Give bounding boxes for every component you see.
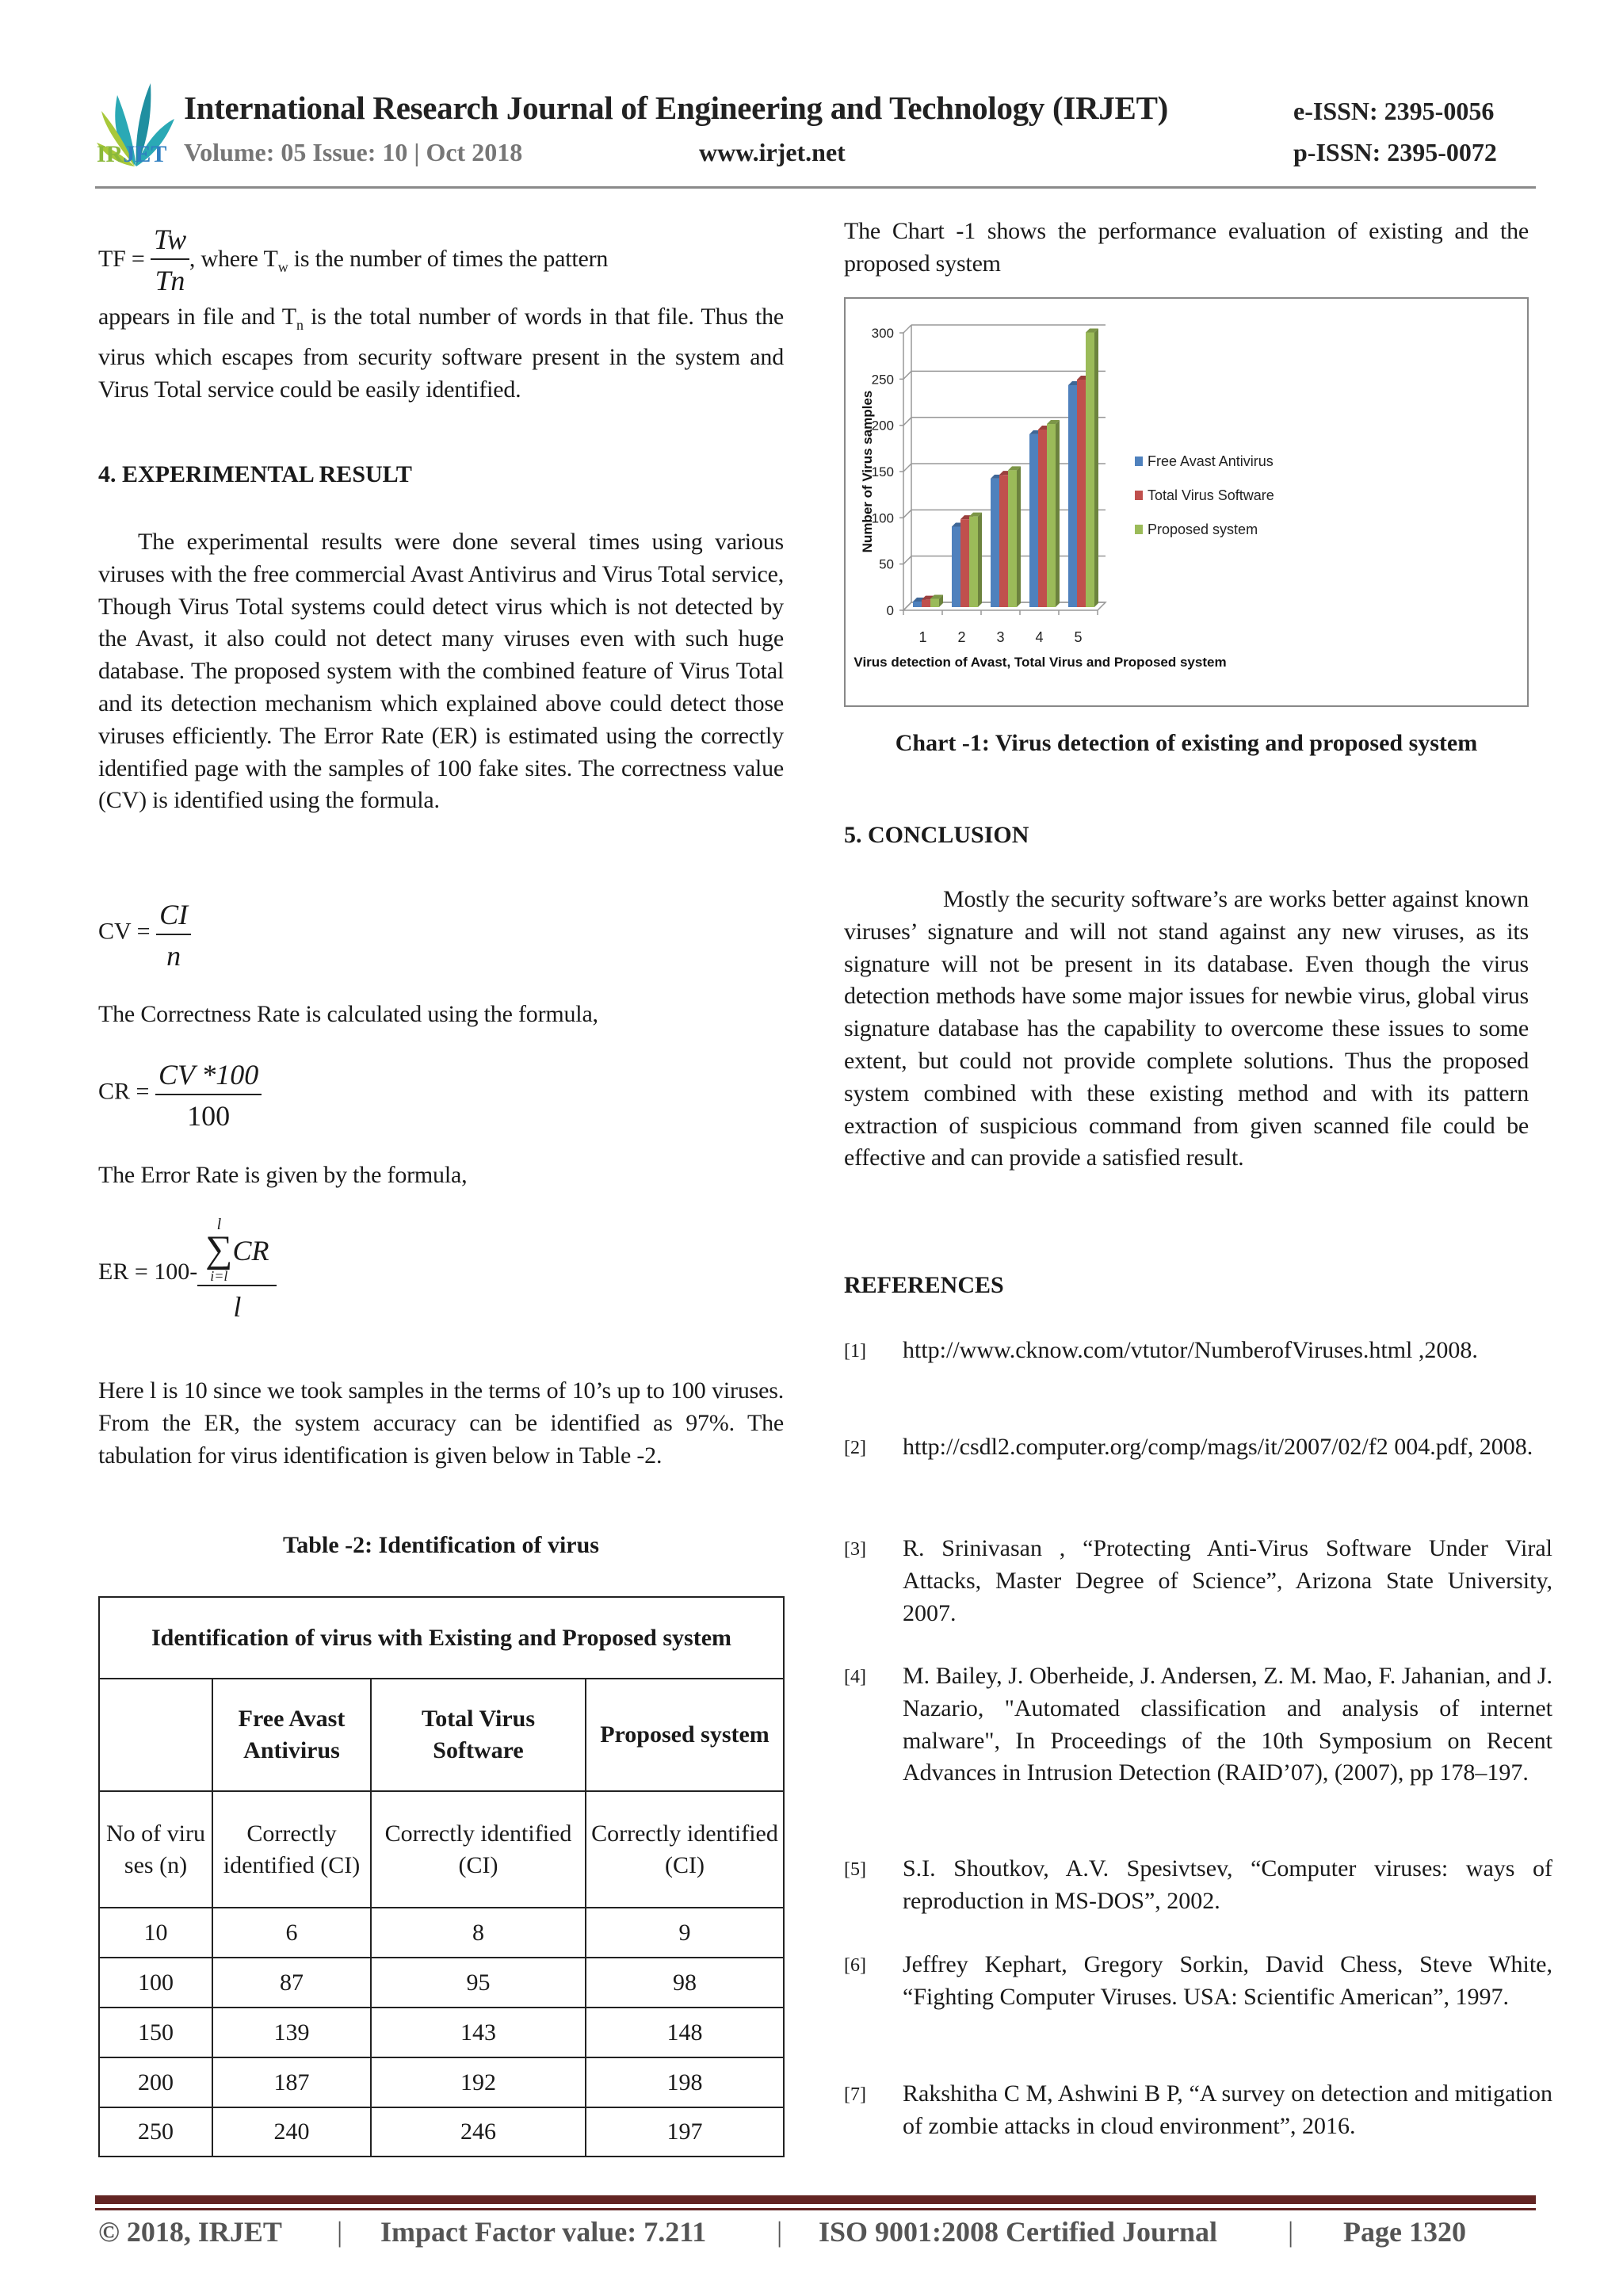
header-proposed: Proposed system: [586, 1679, 784, 1791]
ref-text: R. Srinivasan , “Protecting Anti-Virus Software Under Viral Attacks, Master Degree of Science”, Arizona State University, 2007.: [903, 1535, 1552, 1626]
sum-sign: ∑: [205, 1228, 233, 1270]
legend-label: Free Avast Antivirus: [1148, 453, 1274, 469]
section-4-heading: 4. EXPERIMENTAL RESULT: [98, 461, 412, 487]
tf-text-a: , where T: [189, 245, 278, 272]
er-lhs: ER = 100-: [98, 1259, 198, 1285]
footer-rule-thin: [95, 2208, 1536, 2210]
tf-text-b: is the number of times the pattern: [288, 245, 609, 272]
header-total-virus: Total Virus Software: [371, 1679, 586, 1791]
cell: 10: [99, 1908, 212, 1958]
er-formula: [98, 1217, 784, 1328]
ref-number: [4]: [844, 1667, 866, 1687]
header-free-avast: Free Avast Antivirus: [212, 1679, 371, 1791]
tf-para-a: appears in file and T: [98, 304, 296, 330]
bar-total-virus-software: [999, 475, 1008, 607]
cell: 6: [212, 1908, 371, 1958]
cv-formula: [98, 896, 784, 976]
cell: 8: [371, 1908, 586, 1958]
cell: 150: [99, 2008, 212, 2057]
bar-proposed-system: [969, 517, 978, 607]
gridline-diagonal: [903, 371, 911, 379]
cell: 187: [212, 2057, 371, 2107]
table-title: Identification of virus with Existing and Proposed system: [99, 1597, 784, 1679]
gridline-diagonal: [903, 556, 911, 564]
bar-free-avast-antivirus: [1029, 434, 1038, 607]
cell: 9: [586, 1908, 784, 1958]
cell: 200: [99, 2057, 212, 2107]
cell: 148: [586, 2008, 784, 2057]
er-numerator: [197, 1217, 277, 1286]
logo-text: IRJET: [97, 141, 167, 167]
footer-rule: [95, 2195, 1536, 2204]
er-intro: The Error Rate is given by the formula,: [98, 1162, 468, 1188]
bar-free-avast-antivirus: [1068, 385, 1077, 607]
ref-number: [3]: [844, 1539, 866, 1560]
subheader-no-of-viruses: No of viruses (n): [99, 1791, 212, 1908]
cv-denominator: n: [166, 940, 181, 972]
bar-proposed-system: [1008, 470, 1017, 607]
bar-proposed-system: [1086, 333, 1094, 608]
table-row: [99, 2107, 784, 2157]
sum-body: CR: [232, 1235, 269, 1266]
chart-frame: [844, 297, 1529, 707]
bar-total-virus-software: [960, 519, 969, 607]
conclusion-paragraph: Mostly the security software’s are works better against known viruses’ signature and will not stand against any new viruses, as its signature will not be present in its database. Even though the virus detection methods have some major issues for newbie virus, global virus signature database has the capability to overcome these issues to some extent, but could not provide complete solutions. Thus the proposed system combined with these existing method and with its pattern extraction of suspicious command from given scanned file could be effective and can provide a satisfied result.: [844, 886, 1529, 1171]
sum-upper-limit: l: [216, 1216, 222, 1233]
bar-side: [1017, 466, 1021, 607]
ref-number: [1]: [844, 1341, 866, 1362]
cell: 246: [371, 2107, 586, 2157]
legend-swatch: [1135, 525, 1143, 534]
y-tick-label: 300: [871, 326, 894, 341]
cv-numerator: CI: [156, 896, 191, 935]
footer-iso: ISO 9001:2008 Certified Journal: [819, 2216, 1217, 2248]
er-paragraph: Here l is 10 since we took samples in the terms of 10’s up to 100 viruses. From the ER, the system accuracy can be identified as 97%. The tabulation for virus identification is given below in Table -2.: [98, 1377, 784, 1469]
table-row: [99, 1908, 784, 1958]
table-row: [99, 2057, 784, 2107]
cr-denominator: 100: [187, 1100, 231, 1132]
tf-paragraph: [98, 301, 784, 406]
gridline-diagonal: [903, 418, 911, 426]
footer-page-number: Page 1320: [1343, 2216, 1466, 2248]
journal-title: International Research Journal of Engineering and Technology (IRJET): [184, 90, 1168, 126]
tf-numerator: Tw: [151, 220, 189, 260]
ref-number: [6]: [844, 1955, 866, 1976]
cr-lhs: CR =: [98, 1078, 155, 1105]
footer-separator: |: [337, 2216, 343, 2248]
ref-text: S.I. Shoutkov, A.V. Spesivtsev, “Computer viruses: ways of reproduction in MS-DOS”, 2002.: [903, 1855, 1552, 1914]
y-axis-title: Number of Virus samples: [860, 390, 875, 553]
gridline-diagonal: [903, 325, 911, 333]
cr-numerator: CV *100: [155, 1056, 262, 1095]
gridline-diagonal: [903, 464, 911, 472]
bar-total-virus-software: [1038, 430, 1047, 607]
cell: 143: [371, 2008, 586, 2057]
tf-para-sub: n: [296, 317, 304, 333]
cell: 198: [586, 2057, 784, 2107]
y-tick-label: 0: [886, 603, 894, 618]
y-tick-label: 250: [871, 372, 894, 388]
cell: 240: [212, 2107, 371, 2157]
cell: 87: [212, 1958, 371, 2008]
virus-identification-table: [98, 1596, 785, 2157]
bar-free-avast-antivirus: [991, 479, 999, 607]
bar-side: [978, 513, 982, 607]
cell: 100: [99, 1958, 212, 2008]
subheader-ci: Correctly identified (CI): [212, 1791, 371, 1908]
footer-separator: |: [777, 2216, 783, 2248]
bar-free-avast-antivirus: [913, 602, 922, 607]
legend-swatch: [1135, 457, 1143, 466]
cell: 98: [586, 1958, 784, 2008]
ref-text[interactable]: http://csdl2.computer.org/comp/mags/it/2007/02/f2 004.pdf, 2008.: [903, 1434, 1533, 1460]
x-tick-label: 2: [957, 629, 966, 645]
subheader-ci: Correctly identified (CI): [586, 1791, 784, 1908]
ref-text: M. Bailey, J. Oberheide, J. Andersen, Z. M. Mao, F. Jahanian, and J. Nazario, "Automated classification and analysis of internet malware", In Proceedings of the 10th Symposium on Recent Advances in Intrusion Detection (RAID’07), (2007), pp 178–197.: [903, 1663, 1552, 1786]
y-tick-label: 150: [871, 464, 894, 479]
tf-lhs: TF =: [98, 245, 151, 272]
bar-chart: [846, 299, 1527, 705]
table-caption: Table -2: Identification of virus: [283, 1532, 599, 1558]
subheader-ci: Correctly identified (CI): [371, 1791, 586, 1908]
chart-intro: The Chart -1 shows the performance evaluation of existing and the proposed system: [844, 218, 1529, 277]
cr-intro: The Correctness Rate is calculated using the formula,: [98, 1001, 598, 1027]
y-tick-label: 50: [879, 556, 894, 572]
tf-sub: w: [277, 258, 288, 275]
website-link[interactable]: www.irjet.net: [699, 138, 846, 166]
p-issn: p-ISSN: 2395-0072: [1293, 138, 1497, 166]
x-tick-label: 5: [1074, 629, 1083, 645]
ref-text: Rakshitha C M, Ashwini B P, “A survey on detection and mitigation of zombie attacks in cloud environment”, 2016.: [903, 2080, 1552, 2139]
cell: 250: [99, 2107, 212, 2157]
table-row: [99, 2008, 784, 2057]
ref-text: Jeffrey Kephart, Gregory Sorkin, David Chess, Steve White, “Fighting Computer Viruses. USA: Scientific American”, 1997.: [903, 1951, 1552, 2010]
cv-lhs: CV =: [98, 918, 157, 945]
bar-total-virus-software: [922, 600, 930, 607]
references-heading: REFERENCES: [844, 1272, 1004, 1298]
bar-side: [1094, 329, 1098, 608]
gridline-diagonal: [903, 510, 911, 518]
cr-formula: [98, 1056, 784, 1137]
footer-impact-factor: Impact Factor value: 7.211: [380, 2216, 707, 2248]
chart-caption: [844, 727, 1529, 759]
cell: 192: [371, 2057, 586, 2107]
bar-free-avast-antivirus: [952, 527, 960, 608]
bar-side: [1056, 420, 1060, 607]
cell: 139: [212, 2008, 371, 2057]
table-row: [99, 1958, 784, 2008]
x-tick-label: 1: [918, 629, 927, 645]
cell: 197: [586, 2107, 784, 2157]
ref-number: [5]: [844, 1859, 866, 1880]
table-header-row: [99, 1679, 784, 1791]
y-tick-label: 100: [871, 510, 894, 526]
e-issn: e-ISSN: 2395-0056: [1293, 97, 1495, 125]
footer-copyright: © 2018, IRJET: [98, 2216, 282, 2248]
sum-lower-limit: i=l: [210, 1268, 228, 1284]
chart-caption-label: Chart -1: [895, 730, 982, 756]
x-tick-label: 3: [996, 629, 1005, 645]
section-5-heading: 5. CONCLUSION: [844, 822, 1029, 848]
legend-label: Total Virus Software: [1148, 487, 1274, 503]
header-rule: [95, 186, 1536, 189]
tf-para-b: is the total number of words in that file. Thus the virus which escapes from security software present in the system and Virus Total service could be easily identified.: [98, 304, 784, 403]
cell: 95: [371, 1958, 586, 2008]
er-denominator: l: [233, 1291, 242, 1323]
tf-formula-line: [98, 220, 784, 301]
legend-label: Proposed system: [1148, 521, 1258, 537]
bar-total-virus-software: [1077, 380, 1086, 607]
ref-text[interactable]: http://www.cknow.com/vtutor/NumberofViruses.html ,2008.: [903, 1337, 1478, 1363]
x-tick-label: 4: [1035, 629, 1044, 645]
cr-fraction: [155, 1056, 262, 1137]
section-4-paragraph: The experimental results were done several times using various viruses with the free commercial Avast Antivirus and Virus Total service, Though Virus Total systems could detect virus which is not detected by the Avast, it also could not detect many viruses even with such huge database. The proposed system with the combined feature of Virus Total and its detection mechanism which explained above could detect those viruses efficiently. The Error Rate (ER) is estimated using the correctly identified page with the samples of 100 fake sites. The correctness value (CV) is identified using the formula.: [98, 529, 784, 814]
table-title-row: [99, 1597, 784, 1679]
volume-issue: Volume: 05 Issue: 10 | Oct 2018: [184, 138, 523, 166]
ref-number: [2]: [844, 1438, 866, 1458]
x-axis-title: Virus detection of Avast, Total Virus and Proposed system: [854, 655, 1227, 670]
table-subheader-row: [99, 1791, 784, 1908]
empty-header-cell: [99, 1679, 212, 1791]
legend-swatch: [1135, 491, 1143, 500]
bar-proposed-system: [930, 599, 939, 608]
ref-number: [7]: [844, 2084, 866, 2105]
y-tick-label: 200: [871, 418, 894, 434]
footer-separator: |: [1288, 2216, 1294, 2248]
tf-denominator: Tn: [155, 265, 185, 296]
tf-fraction: [151, 220, 189, 301]
chart-caption-text: : Virus detection of existing and proposed system: [981, 730, 1478, 756]
er-fraction: [197, 1217, 277, 1328]
cv-fraction: [156, 896, 191, 976]
bar-proposed-system: [1047, 424, 1056, 607]
